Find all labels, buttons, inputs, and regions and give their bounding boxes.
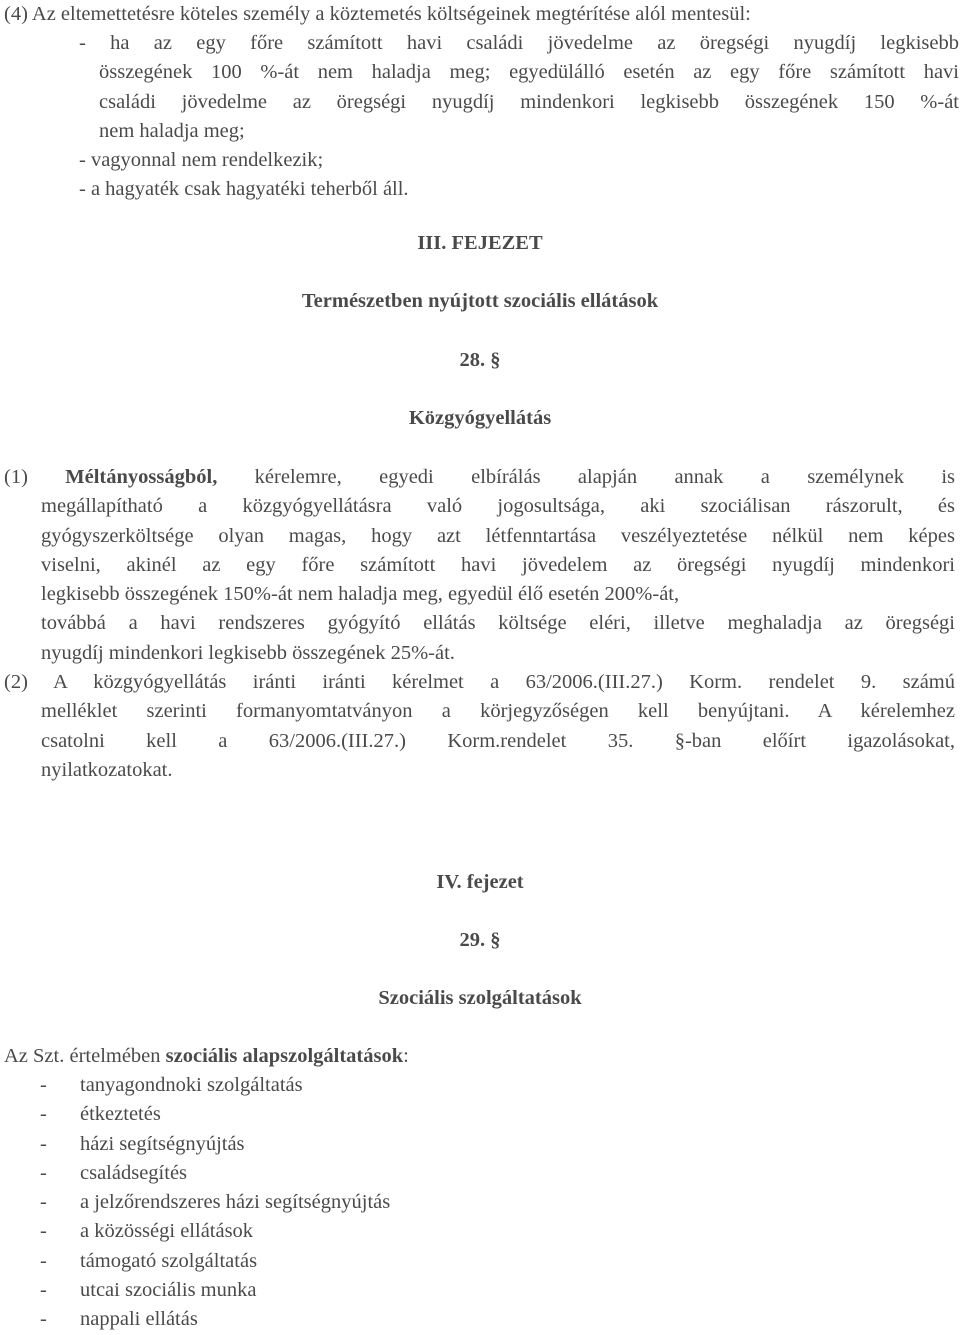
services-list <box>40 1071 540 1335</box>
chapter-3-heading: III. FEJEZET <box>417 232 543 254</box>
list-item <box>40 1276 540 1305</box>
p1-line-2: megállapítható a közgyógyellátásra való jogosultsága, aki szociálisan rászorult, és <box>41 495 955 518</box>
bullet-1-line-3: családi jövedelme az öregségi nyugdíj mindenkori legkisebb összegének 150 %-át <box>99 90 959 113</box>
list-item <box>40 1305 540 1334</box>
list-item <box>40 1071 540 1100</box>
list-dash: - <box>40 1249 47 1272</box>
p2-line-1: (2) A közgyógyellátás iránti iránti kérelmet a 63/2006.(III.27.) Korm. rendelet 9. számú <box>4 671 955 694</box>
list-dash: - <box>40 1161 47 1184</box>
section-4-intro: (4) Az eltemettetésre köteles személy a köztemetés költségeinek megtérítése alól mentesül: <box>4 3 751 25</box>
p2-line-3: csatolni kell a 63/2006.(III.27.) Korm.rendelet 35. §-ban előírt igazolásokat, <box>41 729 955 752</box>
p1-line-4: viselni, akinél az egy főre számított havi jövedelem az öregségi nyugdíj mindenkori <box>41 553 955 576</box>
p1-line-1 <box>4 463 955 492</box>
p1-line-3: gyógyszerköltsége olyan magas, hogy azt létfenntartása veszélyeztetése nélkül nem képes <box>41 524 955 547</box>
p2-line-2: melléklet szerinti formanyomtatványon a körjegyzőségen kell benyújtani. A kérelemhez <box>41 700 955 723</box>
chapter-4-title: Szociális szolgáltatások <box>378 987 582 1009</box>
bullet-2: - vagyonnal nem rendelkezik; <box>79 149 324 172</box>
services-intro-suffix: : <box>403 1045 409 1067</box>
paragraph-29-number: 29. § <box>459 929 501 951</box>
paragraph-28-number: 28. § <box>459 349 501 371</box>
list-dash: - <box>40 1132 47 1155</box>
services-intro <box>4 1042 904 1071</box>
section-4 <box>4 0 959 205</box>
chapter-3-title: Természetben nyújtott szociális ellátások <box>301 290 659 312</box>
list-dash: - <box>40 1279 47 1302</box>
list-item-text: házi segítségnyújtás <box>80 1132 245 1155</box>
bullet-1-line-1: - ha az egy főre számított havi családi jövedelme az öregségi nyugdíj legkisebb <box>79 32 959 54</box>
list-item <box>40 1217 540 1246</box>
list-item <box>40 1188 540 1217</box>
list-item <box>40 1159 540 1188</box>
services-intro-prefix: Az Szt. értelmében <box>4 1045 166 1067</box>
list-item-text: utcai szociális munka <box>80 1279 257 1302</box>
bullet-1-line-4: nem haladja meg; <box>99 119 245 142</box>
services-intro-bold: szociális alapszolgáltatások <box>165 1045 404 1067</box>
list-dash: - <box>40 1103 47 1126</box>
paragraph-28-body <box>4 463 955 785</box>
list-item-text: tanyagondnoki szolgáltatás <box>80 1074 303 1096</box>
list-item-text: nappali ellátás <box>80 1308 198 1331</box>
list-item-text: támogató szolgáltatás <box>80 1249 258 1272</box>
p1-bold-term: Méltányosságból, <box>65 466 218 488</box>
section-4-bullets <box>79 29 959 205</box>
bullet-3: - a hagyaték csak hagyatéki teherből áll. <box>79 178 409 201</box>
p1-line-7: nyugdíj mindenkori legkisebb összegének 25%-át. <box>41 641 455 664</box>
p2-line-4: nyilatkozatokat. <box>41 758 173 781</box>
bullet-1-line-2: összegének 100 %-át nem haladja meg; egyedülálló esetén az egy főre számított havi <box>99 61 959 84</box>
p1-line-6: továbbá a havi rendszeres gyógyító ellátás költsége eléri, illetve meghaladja az öregségi <box>41 612 955 635</box>
list-item-text: a jelzőrendszeres házi segítségnyújtás <box>80 1191 391 1214</box>
list-item-text: családsegítés <box>80 1161 188 1184</box>
list-dash: - <box>40 1191 47 1214</box>
list-item-text: a közösségi ellátások <box>80 1220 254 1243</box>
p1-line-5: legkisebb összegének 150%-át nem haladja meg, egyedül élő esetén 200%-át, <box>41 583 680 606</box>
p1-line-1-rest: kérelemre, egyedi elbírálás alapján annak a személynek is <box>217 466 955 488</box>
list-dash: - <box>40 1220 47 1243</box>
list-item <box>40 1247 540 1276</box>
list-dash: - <box>40 1308 47 1331</box>
chapter-4-heading: IV. fejezet <box>436 871 524 893</box>
paragraph-28-title: Közgyógyellátás <box>408 407 552 429</box>
list-item <box>40 1130 540 1159</box>
list-item-text: étkeztetés <box>80 1103 161 1126</box>
list-item <box>40 1100 540 1129</box>
p1-prefix: (1) <box>4 466 66 488</box>
list-dash: - <box>40 1074 47 1096</box>
